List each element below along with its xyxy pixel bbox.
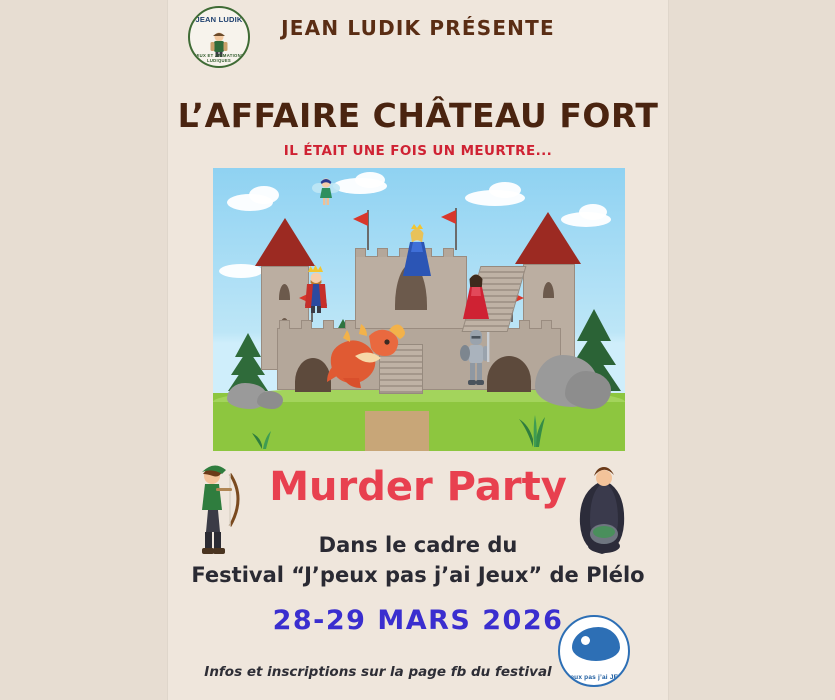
fairy-icon [311,174,341,208]
rock-icon [257,391,283,409]
event-type-title: Murder Party [269,464,567,510]
dragon-icon [325,316,421,396]
cloud-icon [355,172,385,188]
logo-ring-text: JEUX ET ANIMATIONS LUDIQUES [193,53,245,63]
poster-subtitle: IL ÉTAIT UNE FOIS UN MEURTRE... [283,143,553,159]
princess-icon [399,220,435,282]
cloud-icon [489,182,521,198]
rock-icon [565,371,611,409]
festival-context-line-2: Festival “J’peux pas j’ai Jeux” de Plélo [191,563,645,587]
festival-badge-text: J’peux pas j’ai JEUX [560,674,628,681]
red-dress-lady-icon [459,268,493,324]
medieval-castle-illustration [213,168,625,451]
crenellation [355,248,366,257]
tower-roof [255,218,315,266]
crenellation [279,320,290,329]
tower-roof [515,212,581,264]
red-flag-icon [353,212,368,226]
crenellation [541,320,552,329]
crenellation [377,248,388,257]
event-dates: 28-29 MARS 2026 [272,605,564,636]
cloud-icon [249,186,279,204]
knight-icon [459,326,493,388]
castle-path [365,411,429,451]
presenter-line: JEAN LUDIK PRÉSENTE [281,16,555,40]
grass-tuft-icon [247,423,277,449]
festival-mascot-icon [558,615,630,687]
grass-tuft-icon [511,401,557,447]
crenellation [519,320,530,329]
red-flag-icon [441,210,456,224]
logo-brand-text: JEAN LUDIK [195,15,243,24]
king-icon [299,264,333,314]
festival-context-line-1: Dans le cadre du [318,533,518,557]
poster-sheet [168,0,668,700]
crenellation [443,248,454,257]
page-title: L’AFFAIRE CHÂTEAU FORT [177,96,659,135]
mascot-shape [572,627,620,661]
infos-line: Infos et inscriptions sur la page fb du festival [204,664,552,680]
